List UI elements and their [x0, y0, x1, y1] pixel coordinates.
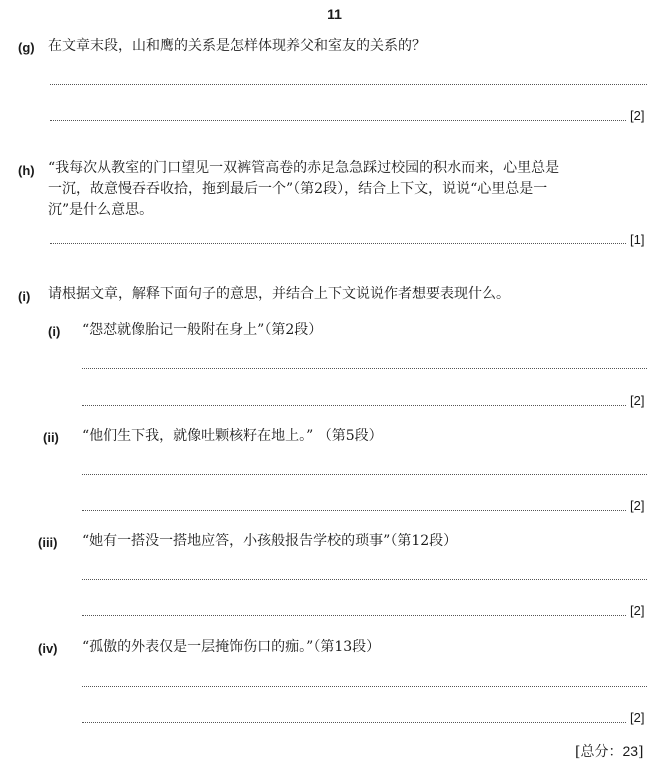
question-h-label: (h) [18, 163, 35, 178]
question-h-line-1: “我每次从教室的门口望见一双裤管高卷的赤足急急踩过校园的积水而来，心里总是 [48, 160, 560, 176]
marks-g: [2] [630, 108, 645, 123]
question-g-label: (g) [18, 40, 35, 55]
page-number: 11 [327, 6, 342, 22]
answer-line-i-i-2[interactable] [82, 405, 626, 406]
answer-line-h-1[interactable] [50, 243, 626, 244]
marks-i-iv: [2] [630, 710, 645, 725]
answer-line-i-i-1[interactable] [82, 368, 647, 369]
question-h-line-3: 沉”是什么意思。 [48, 202, 154, 218]
answer-line-i-iii-2[interactable] [82, 615, 626, 616]
total-close: ] [638, 744, 644, 760]
question-g-text: 在文章末段，山和鹰的关系是怎样体现养父和室友的关系的？ [48, 38, 426, 54]
question-i-label: (i) [18, 289, 31, 304]
answer-line-g-1[interactable] [50, 84, 647, 85]
question-h-line-2: 一沉，故意慢吞吞收拾，拖到最后一个”（第2段），结合上下文，说说“心里总是一 [48, 181, 548, 197]
marks-i-i: [2] [630, 393, 645, 408]
answer-line-i-iv-2[interactable] [82, 722, 626, 723]
subquestion-iii-label: (iii) [38, 535, 58, 550]
subquestion-ii-label: (ii) [43, 430, 59, 445]
answer-line-i-iii-1[interactable] [82, 579, 647, 580]
total-value: 23 [622, 743, 639, 759]
answer-line-i-ii-1[interactable] [82, 474, 647, 475]
subquestion-i-label: (i) [48, 324, 61, 339]
marks-i-iii: [2] [630, 603, 645, 618]
subquestion-ii-text: “他们生下我，就像吐颗核籽在地上。” （第5段） [82, 428, 383, 444]
total-open: [总分： [575, 744, 623, 760]
subquestion-iv-label: (iv) [38, 641, 58, 656]
question-i-text: 请根据文章，解释下面句子的意思，并结合上下文说说作者想要表现什么。 [48, 286, 510, 302]
total-score [575, 741, 644, 761]
answer-line-g-2[interactable] [50, 120, 626, 121]
subquestion-iv-text: “孤傲的外表仅是一层掩饰伤口的痂。”（第13段） [82, 639, 381, 655]
subquestion-i-text: “怨怼就像胎记一般附在身上”（第2段） [82, 322, 323, 338]
answer-line-i-iv-1[interactable] [82, 686, 647, 687]
marks-i-ii: [2] [630, 498, 645, 513]
subquestion-iii-text: “她有一搭没一搭地应答，小孩般报告学校的琐事”（第12段） [82, 533, 458, 549]
answer-line-i-ii-2[interactable] [82, 510, 626, 511]
marks-h: [1] [630, 232, 645, 247]
